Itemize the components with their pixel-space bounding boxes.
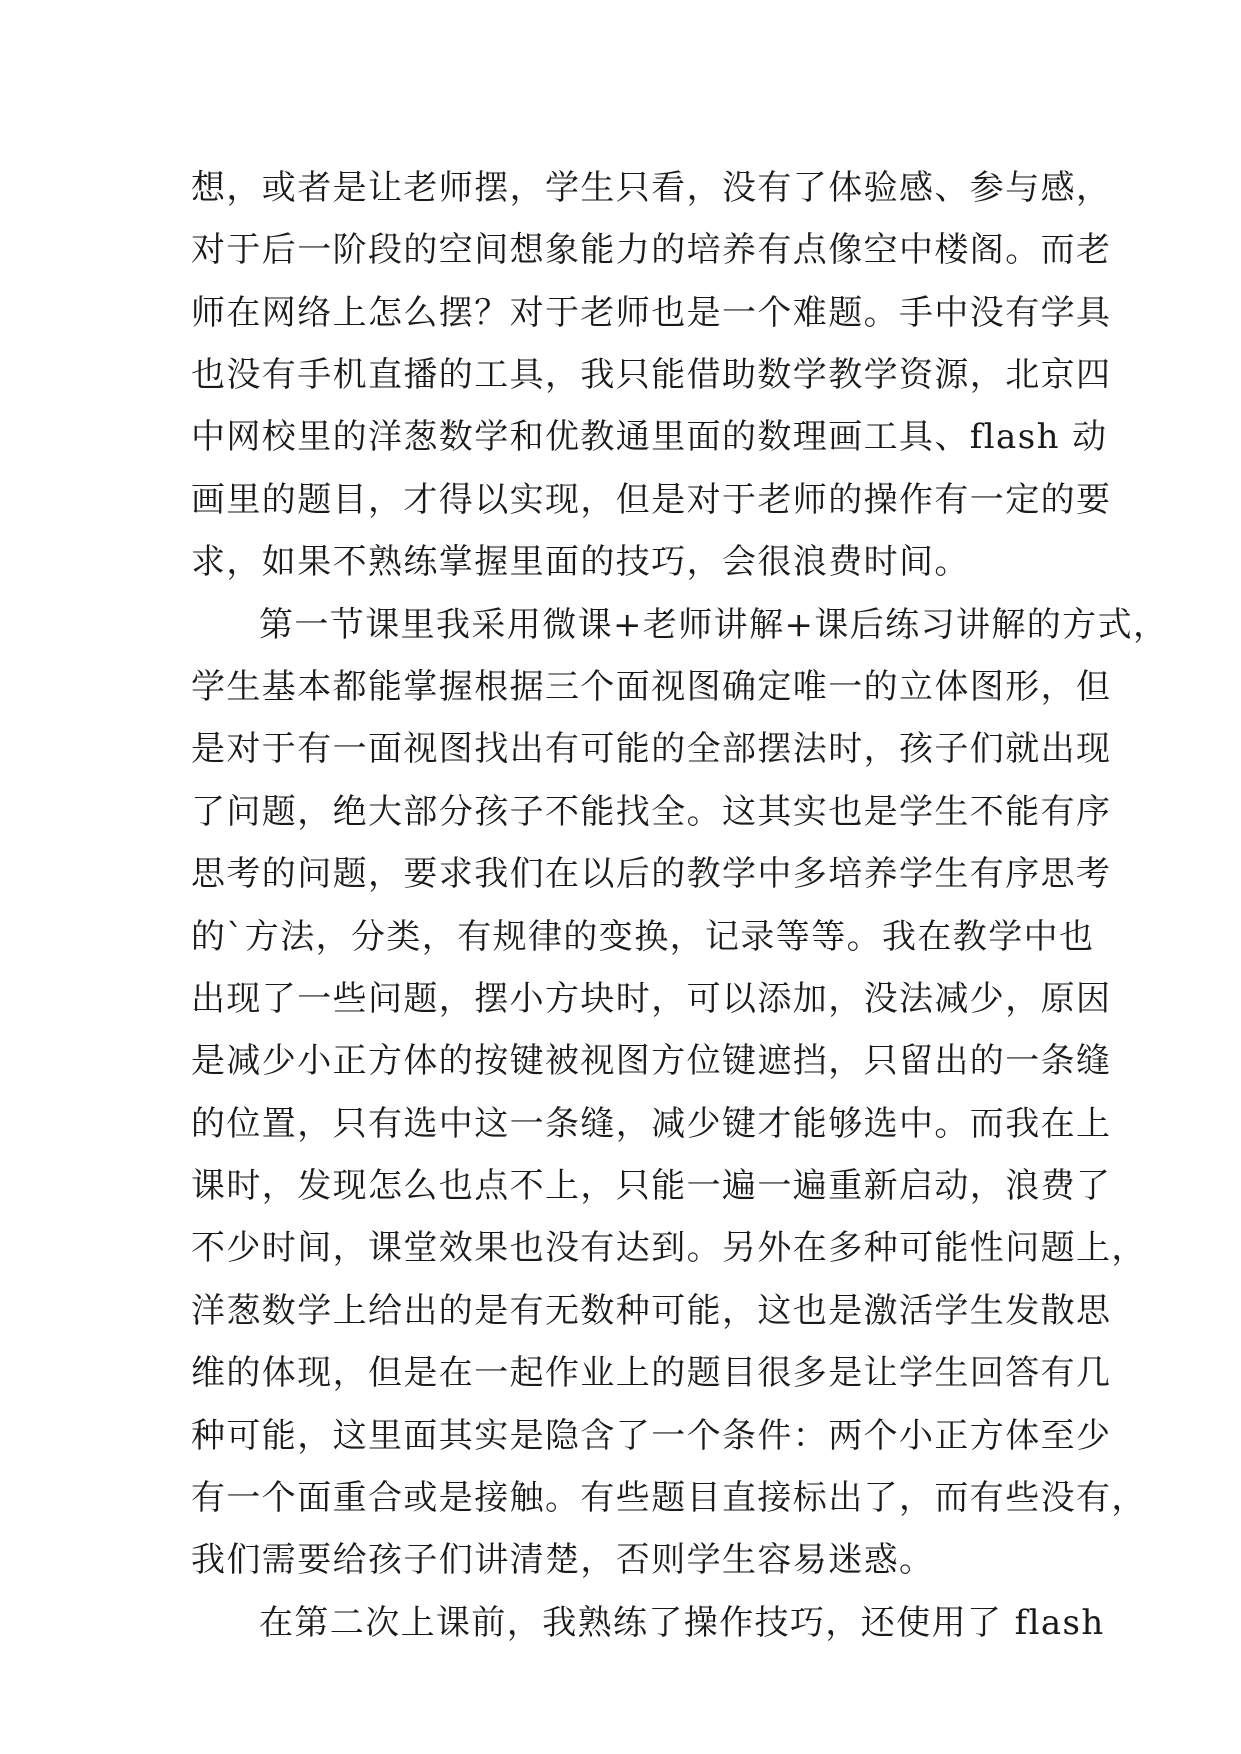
- text-line-2: 对于后一阶段的空间想象能力的培养有点像空中楼阁。而老: [191, 230, 1112, 270]
- text-line-9: 学生基本都能掌握根据三个面视图确定唯一的立体图形，但: [191, 667, 1112, 707]
- text-line-7: 求，如果不熟练掌握里面的技巧，会很浪费时间。: [191, 542, 970, 582]
- text-line-12: 思考的问题，要求我们在以后的教学中多培养学生有序思考: [191, 854, 1112, 894]
- text-line-22: 有一个面重合或是接触。有些题目直接标出了，而有些没有，: [191, 1478, 1147, 1518]
- text-line-6: 画里的题目，才得以实现，但是对于老师的操作有一定的要: [191, 480, 1112, 520]
- text-line-11: 了问题，绝大部分孩子不能找全。这其实也是学生不能有序: [191, 792, 1112, 832]
- text-line-15: 是减少小正方体的按键被视图方位键遮挡，只留出的一条缝: [191, 1041, 1112, 1081]
- text-line-4: 也没有手机直播的工具，我只能借助数学教学资源，北京四: [191, 355, 1112, 395]
- text-line-13: 的`方法，分类，有规律的变换，记录等等。我在教学中也: [191, 917, 1095, 957]
- text-line-1: 想，或者是让老师摆，学生只看，没有了体验感、参与感，: [191, 168, 1112, 208]
- text-line-3: 师在网络上怎么摆？对于老师也是一个难题。手中没有学具: [191, 293, 1112, 333]
- text-line-16: 的位置，只有选中这一条缝，减少键才能够选中。而我在上: [191, 1104, 1112, 1144]
- text-line-18: 不少时间，课堂效果也没有达到。另外在多种可能性问题上，: [191, 1228, 1147, 1268]
- text-line-20: 维的体现，但是在一起作业上的题目很多是让学生回答有几: [191, 1353, 1112, 1393]
- text-line-14: 出现了一些问题，摆小方块时，可以添加，没法减少，原因: [191, 979, 1112, 1019]
- text-line-23: 我们需要给孩子们讲清楚，否则学生容易迷惑。: [191, 1540, 935, 1580]
- paragraph-2-first-line: 第一节课里我采用微课+老师讲解+课后练习讲解的方式，: [259, 605, 1169, 645]
- text-line-10: 是对于有一面视图找出有可能的全部摆法时，孩子们就出现: [191, 729, 1112, 769]
- text-line-19: 洋葱数学上给出的是有无数种可能，这也是激活学生发散思: [191, 1291, 1112, 1331]
- text-line-21: 种可能，这里面其实是隐含了一个条件：两个小正方体至少: [191, 1416, 1112, 1456]
- text-line-17: 课时，发现怎么也点不上，只能一遍一遍重新启动，浪费了: [191, 1166, 1112, 1206]
- text-line-5: 中网校里的洋葱数学和优教通里面的数理画工具、flash 动: [191, 417, 1108, 457]
- paragraph-3-first-line: 在第二次上课前，我熟练了操作技巧，还使用了 flash: [259, 1603, 1105, 1643]
